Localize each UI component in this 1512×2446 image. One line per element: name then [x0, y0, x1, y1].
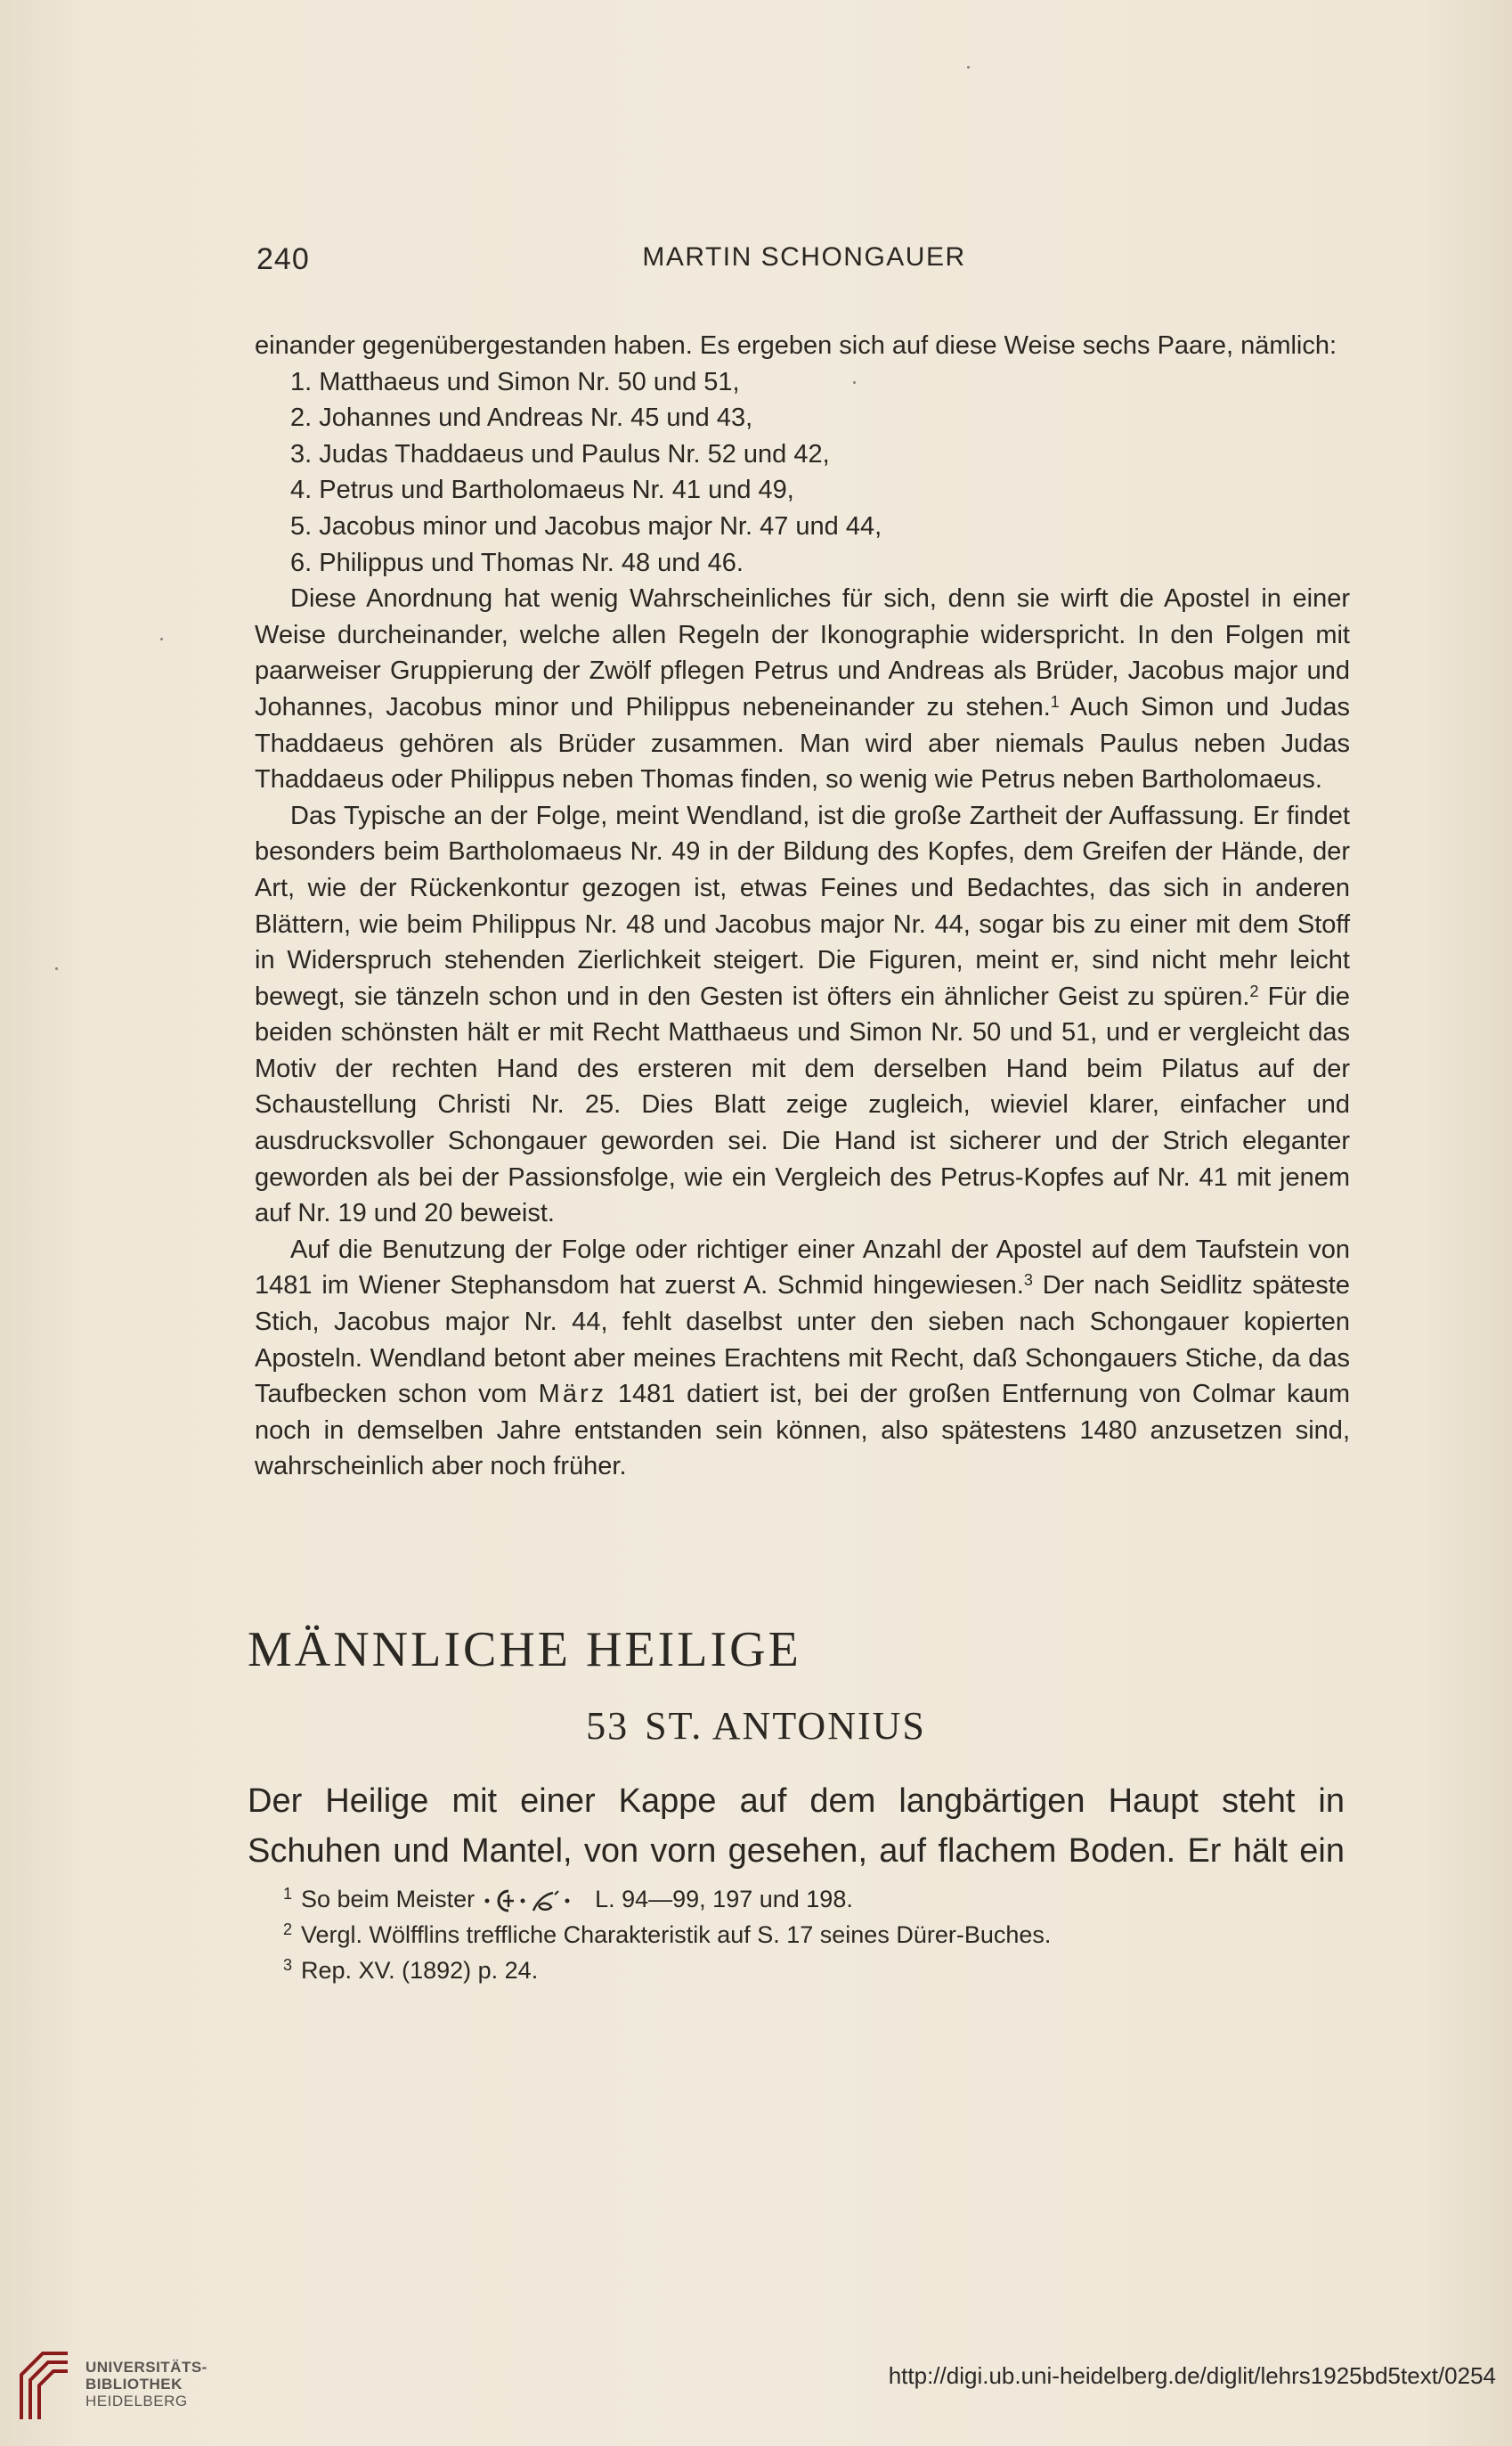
list-item: 5. Jacobus minor und Jacobus major Nr. 47 und 44, [290, 511, 882, 541]
list-item: 6. Philippus und Thomas Nr. 48 und 46. [290, 548, 744, 577]
master-monogram-marks-icon [482, 1886, 589, 1916]
university-library-logo-icon[interactable] [16, 2344, 73, 2425]
apostle-pairs-list [255, 364, 1350, 582]
list-item: 1. Matthaeus und Simon Nr. 50 und 51, [290, 367, 740, 396]
intro-paragraph: einander gegenübergestanden haben. Es ergeben sich auf diese Weise sechs Paare, nämlich: [255, 331, 1337, 360]
catalog-entry-title [0, 1703, 1512, 1749]
paragraph: Das Typische an der Folge, meint Wendland, ist die große Zartheit der Auffassung. Er findet besonders beim Bartholomaeus Nr. 49 in der Bildung des Kopfes, dem Greifen der Hände, der Art, wie der Rückenkontur gezogen ist, etwas Feines und Bedachtes, das sich in anderen Blättern, wie beim Philippus Nr. 48 und Jacobus major Nr. 44, sogar bis zu einer mit dem Stoff in Widerspruch stehenden Zierlichkeit steigert. Die Figuren, meint er, sind nicht mehr leicht bewegt, sie tänzeln schon und in den Gesten ist öfters ein ähnlicher Geist zu spüren.$^2$ Für die beiden schönsten hält er mit Recht Matthaeus und Simon Nr. 50 und 51, und er vergleicht das Motiv der rechten Hand des ersteren mit dem derselben Hand beim Pilatus auf der Schaustellung Christi Nr. 25. Dies Blatt zeige zugleich, wieviel klarer, einfacher und ausdrucksvoller Schongauer geworden sei. Die Hand ist sicherer und der Strich eleganter geworden als bei der Passionsfolge, wie ein Vergleich des Petrus-Kopfes auf Nr. 41 mit jenem auf Nr. 19 und 20 beweist. [255, 801, 1350, 1228]
library-name: UNIVERSITÄTS- BIBLIOTHEK HEIDELBERG [85, 2359, 207, 2409]
page-header [256, 242, 1352, 278]
entry-title: ST. ANTONIUS [645, 1704, 926, 1748]
list-item: 2. Johannes und Andreas Nr. 45 und 43, [290, 404, 753, 433]
digitization-footer [0, 2327, 1512, 2446]
footnote: $^1$ So beim Meister L. 94—99, 197 und 198. [283, 1881, 1263, 1917]
footnote: $^2$ Vergl. Wölfflins treffliche Charakteristik auf S. 17 seines Dürer-Buches. [283, 1920, 1052, 1948]
description-line: Schuhen und Mantel, von vorn gesehen, auf flachem Boden. Er hält ein [248, 1832, 1345, 1870]
paper-speck [55, 967, 58, 970]
footnote-mark: 3 [283, 1956, 293, 1974]
catalog-number: 53 [586, 1704, 630, 1748]
page-number: 240 [256, 242, 310, 276]
footnote-ref[interactable]: 1 [1050, 692, 1060, 711]
footnote: $^3$ Rep. XV. (1892) p. 24. [283, 1956, 539, 1984]
footnotes [283, 1881, 1263, 1988]
footnote-ref[interactable]: 2 [1249, 982, 1259, 1000]
body-text [255, 328, 1350, 1485]
paper-speck [967, 66, 970, 69]
paragraph: Diese Anordnung hat wenig Wahrscheinliches für sich, denn sie wirft die Apostel in einer Weise durcheinander, welche allen Regeln der Ikonographie widerspricht. In den Folgen mit paarweiser Gruppierung der Zwölf pflegen Petrus und Andreas als Brüder, Jacobus major und Johannes, Jacobus minor und Philippus nebeneinander zu stehen.$^1$ Auch Simon und Judas Thaddaeus gehören als Brüder zusammen. Man wird aber niemals Paulus neben Judas Thaddaeus oder Philippus neben Thomas finden, so wenig wie Petrus neben Bartholomaeus. [255, 584, 1350, 795]
paragraph: Auf die Benutzung der Folge oder richtiger einer Anzahl der Apostel auf dem Taufstein von 1481 im Wiener Stephansdom hat zuerst A. Schmid hingewiesen.$^3$ Der nach Seidlitz späteste Stich, Jacobus major Nr. 44, fehlt daselbst unter den sieben nach Schongauer kopierten Aposteln. Wendland betont aber meines Erachtens mit Recht, daß Schongauers Stiche, da das Taufbecken schon vom März 1481 datiert ist, bei der großen Entfernung von Colmar kaum noch in demselben Jahre entstanden sein können, also spätestens 1480 anzusetzen sind, wahrscheinlich aber noch früher. [255, 1235, 1351, 1481]
list-item: 3. Judas Thaddaeus und Paulus Nr. 52 und 42, [290, 439, 830, 469]
description-line: Der Heilige mit einer Kappe auf dem langbärtigen Haupt steht in [248, 1782, 1345, 1820]
source-url-link[interactable]: http://digi.ub.uni-heidelberg.de/diglit/lehrs1925bd5text/0254 [888, 2362, 1496, 2389]
section-heading: MÄNNLICHE HEILIGE [248, 1622, 801, 1677]
footnote-ref[interactable]: 3 [1023, 1271, 1033, 1290]
footnote-mark: 1 [283, 1885, 293, 1903]
entry-description [248, 1776, 1345, 1876]
list-item: 4. Petrus und Bartholomaeus Nr. 41 und 49, [290, 476, 794, 505]
footnote-mark: 2 [283, 1920, 293, 1938]
running-head: MARTIN SCHONGAUER [642, 242, 966, 272]
paper-speck [160, 638, 163, 640]
